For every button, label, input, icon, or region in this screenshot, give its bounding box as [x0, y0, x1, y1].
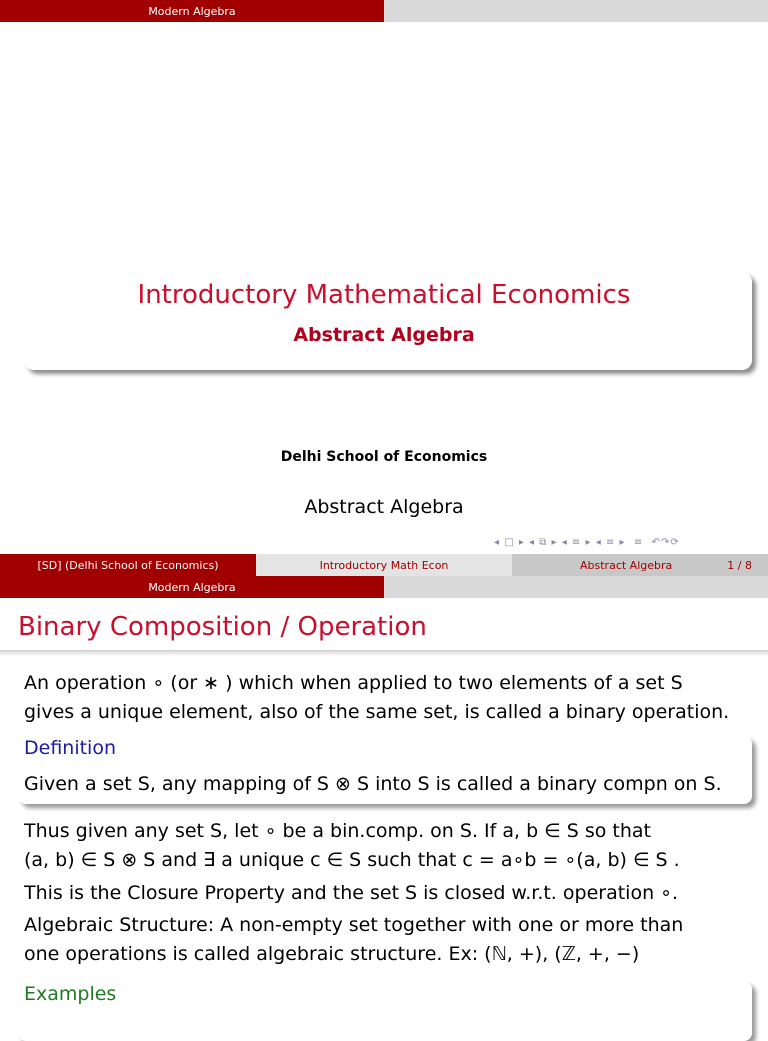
- date-line: Abstract Algebra: [304, 496, 464, 518]
- footer-short-title: Introductory Math Econ: [256, 554, 512, 576]
- examples-title: Examples: [24, 983, 117, 1005]
- algebraic-structure-line-2: one operations is called algebraic structure. Ex: (ℕ, +), (ℤ, +, −): [24, 943, 640, 965]
- navigation-symbols-icon[interactable]: ◂ □ ▸ ◂ ⧉ ▸ ◂ ≡ ▸ ◂ ≡ ▸ ≡ ↶↷⟳: [494, 537, 680, 548]
- header-filler: [384, 0, 768, 22]
- footline: [0, 554, 768, 576]
- footer-author: [SD] (Delhi School of Economics): [0, 554, 256, 576]
- closure-property-line: This is the Closure Property and the set S is closed w.r.t. operation ∘.: [24, 882, 679, 904]
- frame-title: Binary Composition / Operation: [18, 612, 427, 642]
- paragraph-2-line-2: (a, b) ∈ S ⊗ S and ∃ a unique c ∈ S such that c = a∘b = ∘(a, b) ∈ S .: [24, 849, 680, 871]
- footer-section-page: [512, 554, 768, 576]
- frame-title-shadow: [0, 650, 768, 656]
- examples-block: [18, 981, 752, 1041]
- institute: Delhi School of Economics: [280, 449, 488, 465]
- slide2-header-bar: [0, 576, 768, 598]
- slide2-header-section: Modern Algebra: [0, 576, 384, 598]
- algebraic-structure-line-1: Algebraic Structure: A non-empty set together with one or more than: [24, 914, 684, 936]
- paragraph-2-line-1: Thus given any set S, let ∘ be a bin.comp. on S. If a, b ∈ S so that: [24, 820, 652, 842]
- definition-title: Definition: [24, 737, 117, 759]
- presentation-title: Introductory Mathematical Economics: [137, 280, 631, 310]
- slide2-header-filler: [384, 576, 768, 598]
- footer-section: Abstract Algebra: [580, 558, 673, 572]
- paragraph-1-line-1: An operation ∘ (or ∗ ) which when applied to two elements of a set S: [24, 672, 683, 694]
- paragraph-1-line-2: gives a unique element, also of the same set, is called a binary operation.: [24, 701, 730, 723]
- top-header-bar: [0, 0, 768, 22]
- footer-page-number: 1 / 8: [727, 558, 752, 572]
- header-section: Modern Algebra: [0, 0, 384, 22]
- presentation-subtitle: Abstract Algebra: [293, 324, 475, 346]
- definition-body: Given a set S, any mapping of S ⊗ S into S is called a binary compn on S.: [24, 773, 722, 795]
